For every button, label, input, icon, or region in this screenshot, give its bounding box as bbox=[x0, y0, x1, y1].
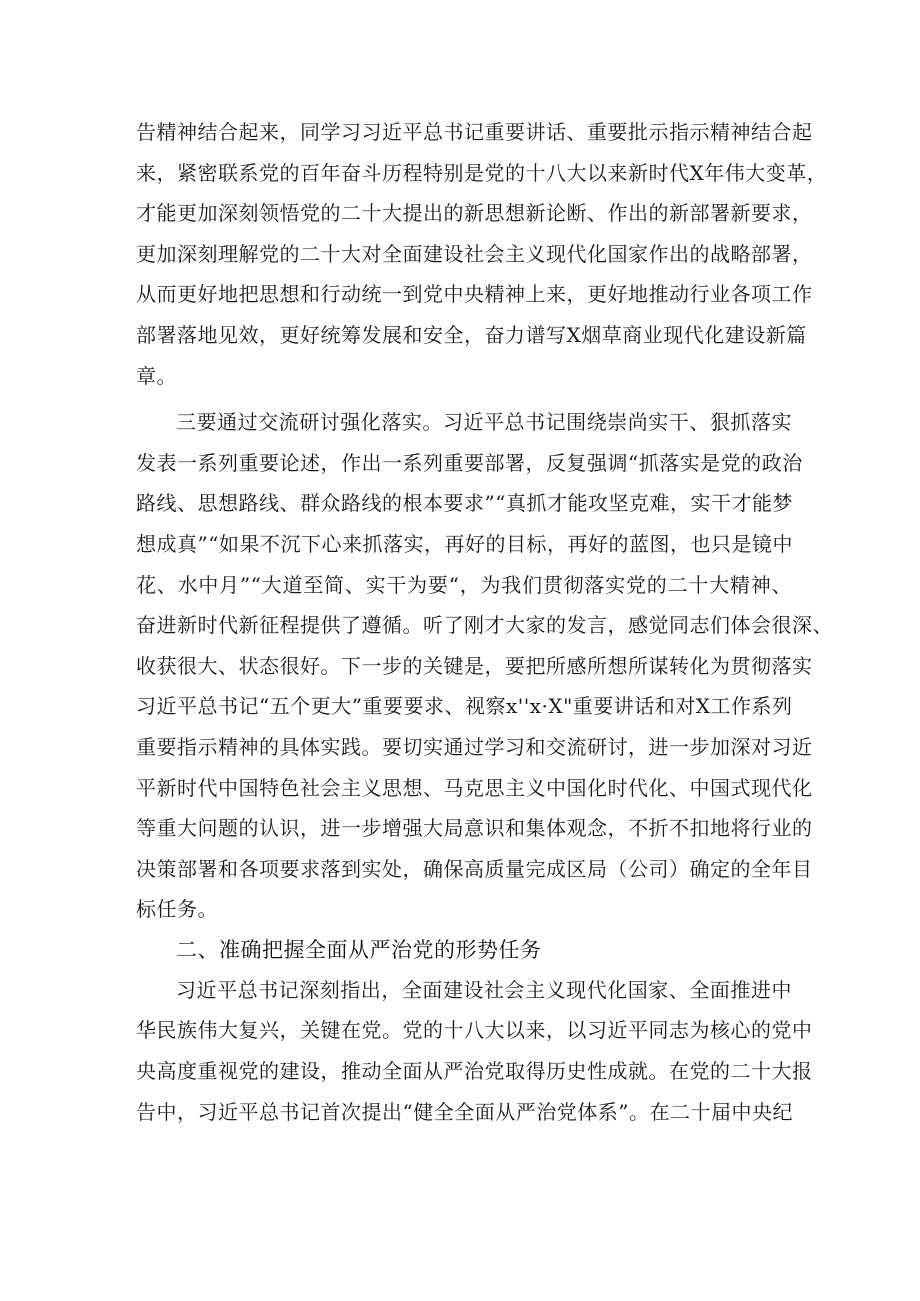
text-line: 来，紧密联系党的百年奋斗历程特别是党的十八大以来新时代X年伟大变革， bbox=[136, 160, 828, 185]
paragraph-2 bbox=[136, 402, 833, 930]
text-line: 习近平总书记深刻指出，全面建设社会主义现代化国家、全面推进中 bbox=[176, 977, 792, 1002]
paragraph-3 bbox=[136, 970, 813, 1132]
text-line: 习近平总书记“五个更大”重要要求、视察x''x·X"重要讲话和对X工作系列 bbox=[136, 694, 793, 719]
document-body bbox=[136, 112, 833, 1132]
text-line: 路线、思想路线、群众路线的根本要求”“真抓才能攻坚克难，实干才能梦 bbox=[136, 491, 793, 516]
text-line: 重要指示精神的具体实践。要切实通过学习和交流研讨，进一步加深对习近 bbox=[136, 734, 813, 759]
text-line: 告中，习近平总书记首次提出“健全全面从严治党体系”。在二十届中央纪 bbox=[136, 1099, 793, 1124]
text-line: 想成真”“如果不沉下心来抓落实，再好的目标，再好的蓝图，也只是镜中 bbox=[136, 531, 793, 556]
text-line: 从而更好地把思想和行动统一到党中央精神上来，更好地推动行业各项工作 bbox=[136, 282, 813, 307]
text-line: 决策部署和各项要求落到实处，确保高质量完成区局（公司）确定的全年目 bbox=[136, 856, 813, 881]
text-line: 部署落地见效，更好统筹发展和安全，奋力谱写X烟草商业现代化建设新篇 bbox=[136, 322, 807, 347]
text-line: 标任务。 bbox=[136, 897, 218, 922]
text-line: 花、水中月”“大道至简、实干为要“，为我们贯彻落实党的二十大精神、 bbox=[136, 572, 792, 597]
text-line: 等重大问题的认识，进一步增强大局意识和集体观念，不折不扣地将行业的 bbox=[136, 816, 813, 841]
section-heading: 二、准确把握全面从严治党的形势任务 bbox=[176, 937, 542, 962]
text-line: 华民族伟大复兴，关键在党。党的十八大以来，以习近平同志为核心的党中 bbox=[136, 1018, 813, 1043]
text-line: 三要通过交流研讨强化落实。习近平总书记围绕崇尚实干、狠抓落实 bbox=[176, 410, 792, 435]
text-line: 章。 bbox=[136, 363, 177, 388]
text-line: 发表一系列重要论述，作出一系列重要部署，反复强调“抓落实是党的政治 bbox=[136, 450, 803, 475]
text-line: 收获很大、状态很好。下一步的关键是，要把所感所想所谋转化为贯彻落实 bbox=[136, 653, 813, 678]
text-line: 才能更加深刻领悟党的二十大提出的新思想新论断、作出的新部署新要求， bbox=[136, 201, 813, 226]
text-line: 奋进新时代新征程提供了遵循。听了刚才大家的发言，感觉同志们体会很深、 bbox=[136, 613, 833, 638]
text-line: 告精神结合起来，同学习习近平总书记重要讲话、重要批示指示精神结合起 bbox=[136, 120, 813, 144]
text-line: 央高度重视党的建设，推动全面从严治党取得历史性成就。在党的二十大报 bbox=[136, 1059, 813, 1084]
text-line: 平新时代中国特色社会主义思想、马克思主义中国化时代化、中国式现代化 bbox=[136, 775, 813, 800]
text-line: 更加深刻理解党的二十大对全面建设社会主义现代化国家作出的战略部署， bbox=[136, 241, 813, 266]
paragraph-1 bbox=[136, 112, 828, 396]
